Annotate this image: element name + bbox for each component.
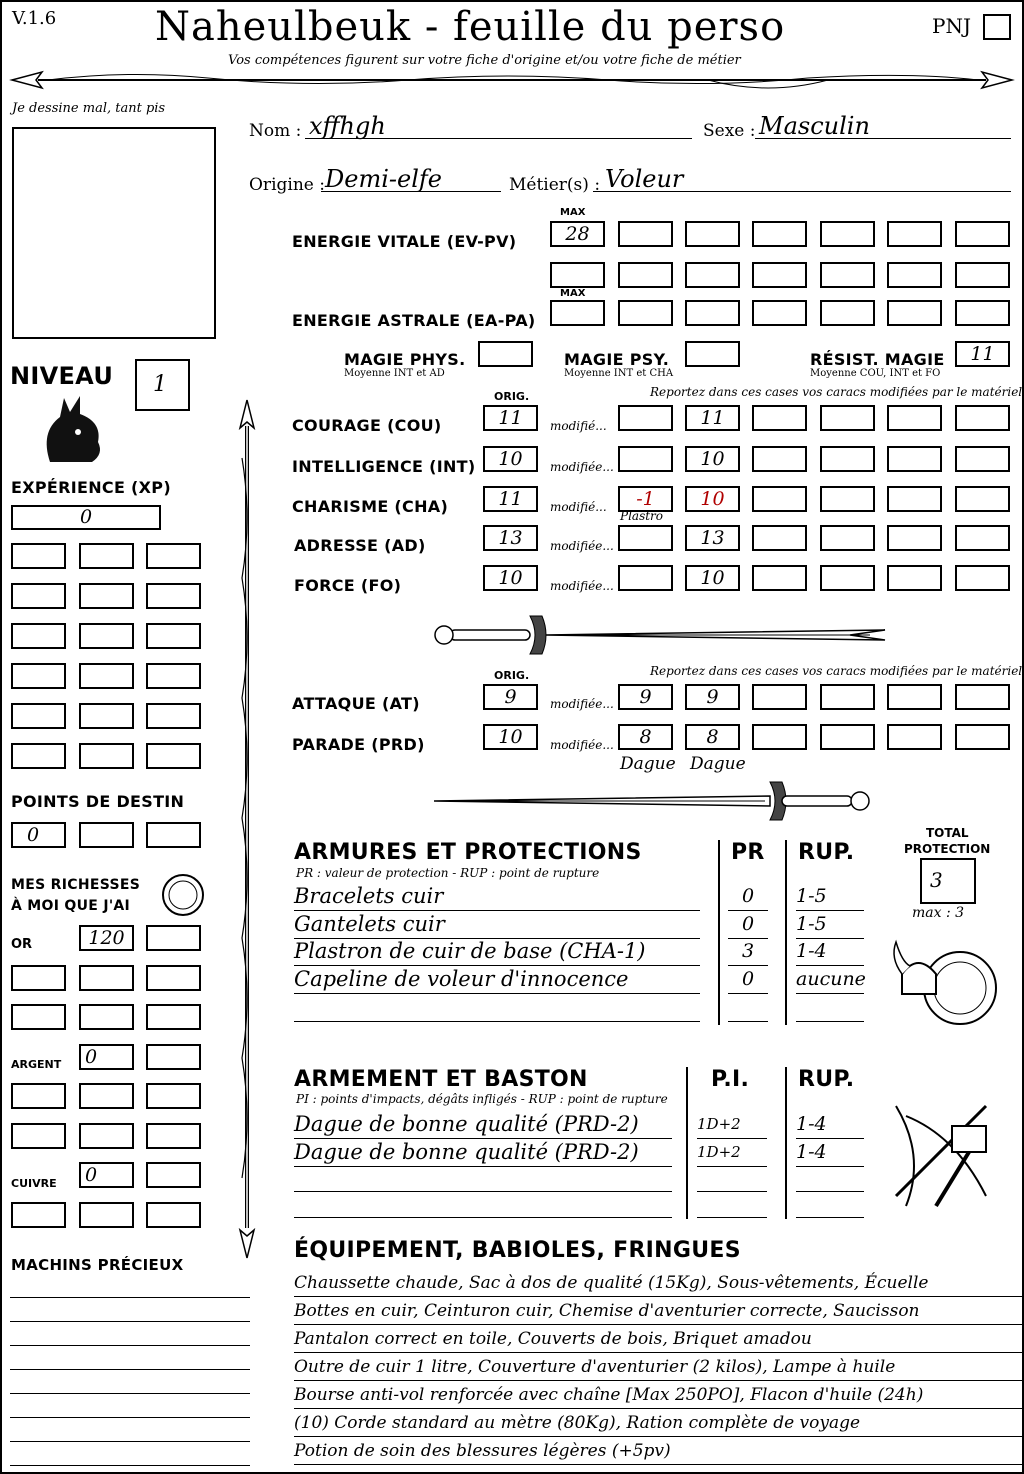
report-note: Reportez dans ces cases vos caracs modifiées par le matériel	[650, 664, 1023, 678]
destin-cell[interactable]	[146, 822, 201, 848]
destin-cell[interactable]: 0	[11, 822, 66, 848]
armement-divider	[686, 1067, 688, 1219]
armure-rup[interactable]: 1-5	[796, 883, 864, 911]
modif-label: modifiée...	[550, 697, 614, 711]
armures-title: ARMURES ET PROTECTIONS	[294, 840, 642, 865]
xp-cell[interactable]	[79, 543, 134, 569]
ev-cell[interactable]	[752, 262, 807, 288]
stat-cell[interactable]	[752, 525, 807, 551]
xp-cell[interactable]	[11, 743, 66, 769]
resist-magie-cell[interactable]: 11	[955, 341, 1010, 367]
ev-cell[interactable]	[550, 262, 605, 288]
arme-pi[interactable]	[697, 1190, 767, 1218]
nom-field[interactable]: xffhgh	[305, 112, 692, 139]
stat-cell[interactable]	[752, 405, 807, 431]
armures-divider	[718, 840, 720, 1025]
ev-cell[interactable]	[887, 221, 942, 247]
argent-cell[interactable]: 0	[79, 1044, 134, 1070]
adresse-mod[interactable]	[618, 525, 673, 551]
or-cell[interactable]	[79, 965, 134, 991]
or-cell[interactable]: 120	[79, 925, 134, 951]
stat-cell[interactable]	[820, 684, 875, 710]
ev-cell[interactable]	[685, 262, 740, 288]
max-protection-note: max : 3	[912, 905, 965, 921]
or-cell[interactable]	[146, 965, 201, 991]
equipement-line[interactable]: (10) Corde standard au mètre (80Kg), Ration complète de voyage	[294, 1412, 1022, 1437]
arme-pi[interactable]: 1D+2	[697, 1111, 767, 1139]
xp-field[interactable]: 0	[11, 505, 161, 530]
ea-cell[interactable]	[685, 300, 740, 326]
magie-phys-cell[interactable]	[478, 341, 533, 367]
sexe-field[interactable]: Masculin	[755, 112, 1011, 139]
total-protection-label: TOTAL	[926, 826, 969, 840]
stat-cell[interactable]	[820, 525, 875, 551]
intelligence-final[interactable]: 10	[685, 446, 740, 472]
cuivre-label: CUIVRE	[11, 1177, 57, 1190]
arme-rup[interactable]: 1-4	[796, 1139, 864, 1167]
subtitle: Vos compétences figurent sur votre fiche d'origine et/ou votre fiche de métier	[228, 53, 741, 68]
ev-cell[interactable]	[887, 262, 942, 288]
armure-pr[interactable]: 0	[728, 911, 768, 939]
machins-line[interactable]	[10, 1298, 250, 1322]
cuivre-cell[interactable]: 0	[79, 1162, 134, 1188]
armures-divider	[785, 840, 787, 1025]
attaque-label: ATTAQUE (AT)	[292, 694, 420, 713]
machins-label: MACHINS PRÉCIEUX	[11, 1256, 184, 1274]
stat-cell[interactable]	[955, 724, 1010, 750]
ev-cell[interactable]	[820, 262, 875, 288]
stat-cell[interactable]	[752, 486, 807, 512]
stat-cell[interactable]	[955, 446, 1010, 472]
xp-cell[interactable]	[79, 583, 134, 609]
xp-cell[interactable]	[146, 543, 201, 569]
stat-cell[interactable]	[887, 565, 942, 591]
metier-field[interactable]: Voleur	[593, 165, 1011, 192]
modif-label: modifiée...	[550, 579, 614, 593]
arme-rup[interactable]	[796, 1190, 864, 1218]
cuivre-cell[interactable]	[146, 1162, 201, 1188]
orig-label: ORIG.	[494, 669, 530, 682]
xp-cell[interactable]	[79, 703, 134, 729]
machins-line[interactable]	[10, 1274, 250, 1298]
ev-cell[interactable]	[955, 262, 1010, 288]
modif-label: modifiée...	[550, 738, 614, 752]
xp-cell[interactable]	[146, 623, 201, 649]
or-label: OR	[11, 937, 33, 952]
helmet-shield-icon	[888, 928, 1000, 1038]
metier-label: Métier(s) :	[509, 175, 601, 195]
equipement-line[interactable]: Chaussette chaude, Sac à dos de qualité (15Kg), Sous-vêtements, Écuelle	[294, 1272, 1022, 1297]
stat-cell[interactable]	[752, 446, 807, 472]
adresse-final[interactable]: 13	[685, 525, 740, 551]
arme-rup[interactable]: 1-4	[796, 1111, 864, 1139]
coin-icon	[160, 872, 206, 918]
stat-cell[interactable]	[955, 525, 1010, 551]
rup-header: RUP.	[798, 840, 855, 865]
equipement-line[interactable]: Potion de soin des blessures légères (+5pv)	[294, 1440, 1022, 1465]
stat-cell[interactable]	[955, 405, 1010, 431]
resist-magie-label: RÉSIST. MAGIE	[810, 350, 945, 369]
armure-pr[interactable]: 0	[728, 883, 768, 911]
armure-name[interactable]: Plastron de cuir de base (CHA-1)	[294, 938, 700, 966]
stat-cell[interactable]	[955, 486, 1010, 512]
portrait-box[interactable]	[12, 127, 216, 339]
stat-cell[interactable]	[887, 446, 942, 472]
ea-cell[interactable]	[752, 300, 807, 326]
xp-cell[interactable]	[79, 623, 134, 649]
combat-note: Dague	[620, 754, 676, 774]
xp-cell[interactable]	[11, 663, 66, 689]
armure-name[interactable]	[294, 994, 700, 1022]
ea-max-cell[interactable]	[550, 300, 605, 326]
ev-max-label: MAX	[560, 207, 586, 218]
magie-phys-label: MAGIE PHYS.	[344, 350, 466, 369]
arme-pi[interactable]: 1D+2	[697, 1139, 767, 1167]
sheet-title: Naheulbeuk - feuille du perso	[155, 4, 786, 50]
combat-note: Dague	[690, 754, 746, 774]
xp-cell[interactable]	[11, 583, 66, 609]
ev-cell[interactable]	[955, 221, 1010, 247]
ea-label: ENERGIE ASTRALE (EA-PA)	[292, 311, 536, 330]
charisme-final[interactable]: 10	[685, 486, 740, 512]
argent-cell[interactable]	[146, 1123, 201, 1149]
sword-icon	[430, 612, 890, 658]
pnj-label: PNJ	[932, 14, 971, 38]
attaque-orig[interactable]: 9	[483, 684, 538, 710]
force-label: FORCE (FO)	[294, 576, 402, 595]
parade-mod[interactable]: 8	[618, 724, 673, 750]
sword-icon	[430, 778, 875, 824]
resist-magie-note: Moyenne COU, INT et FO	[810, 368, 941, 379]
magie-psy-note: Moyenne INT et CHA	[564, 368, 674, 379]
xp-cell[interactable]	[146, 703, 201, 729]
attaque-final[interactable]: 9	[685, 684, 740, 710]
or-cell[interactable]	[11, 1004, 66, 1030]
machins-line[interactable]	[10, 1418, 250, 1442]
portrait-caption: Je dessine mal, tant pis	[12, 101, 166, 116]
intelligence-label: INTELLIGENCE (INT)	[292, 457, 476, 476]
or-cell[interactable]	[79, 1004, 134, 1030]
machins-line[interactable]	[10, 1322, 250, 1346]
stat-cell[interactable]	[887, 525, 942, 551]
equipement-line[interactable]: Pantalon correct en toile, Couverts de bois, Briquet amadou	[294, 1328, 1022, 1353]
force-orig[interactable]: 10	[483, 565, 538, 591]
arme-name[interactable]: Dague de bonne qualité (PRD-2)	[294, 1111, 672, 1139]
stat-cell[interactable]	[887, 405, 942, 431]
niveau-field[interactable]: 1	[135, 359, 190, 411]
stat-cell[interactable]	[820, 724, 875, 750]
charisme-mod-note: Plastro	[620, 509, 664, 523]
courage-label: COURAGE (COU)	[292, 416, 442, 435]
or-cell[interactable]	[11, 965, 66, 991]
xp-cell[interactable]	[79, 663, 134, 689]
intelligence-orig[interactable]: 10	[483, 446, 538, 472]
parade-final[interactable]: 8	[685, 724, 740, 750]
machins-line[interactable]	[10, 1442, 250, 1466]
stat-cell[interactable]	[820, 486, 875, 512]
equipement-line[interactable]: Bourse anti-vol renforcée avec chaîne [Max 250PO], Flacon d'huile (24h)	[294, 1384, 1022, 1409]
cuivre-cell[interactable]	[79, 1202, 134, 1228]
origine-label: Origine :	[249, 175, 325, 195]
xp-label: EXPÉRIENCE (XP)	[11, 478, 171, 497]
xp-cell[interactable]	[146, 583, 201, 609]
armures-note: PR : valeur de protection - RUP : point de rupture	[296, 866, 600, 880]
ev-label: ENERGIE VITALE (EV-PV)	[292, 232, 517, 251]
arme-name[interactable]: Dague de bonne qualité (PRD-2)	[294, 1139, 672, 1167]
xp-cell[interactable]	[11, 623, 66, 649]
arme-name[interactable]	[294, 1190, 672, 1218]
stat-cell[interactable]	[820, 446, 875, 472]
magie-phys-note: Moyenne INT et AD	[344, 368, 445, 379]
origine-field[interactable]: Demi-elfe	[321, 165, 501, 192]
equipement-title: ÉQUIPEMENT, BABIOLES, FRINGUES	[294, 1238, 741, 1263]
ev-cell[interactable]	[752, 221, 807, 247]
adresse-label: ADRESSE (AD)	[294, 536, 426, 555]
stat-cell[interactable]	[752, 724, 807, 750]
argent-cell[interactable]	[79, 1083, 134, 1109]
attaque-mod[interactable]: 9	[618, 684, 673, 710]
spear-icon	[232, 398, 262, 1260]
armure-name[interactable]: Capeline de voleur d'innocence	[294, 966, 700, 994]
xp-cell[interactable]	[146, 663, 201, 689]
stat-cell[interactable]	[820, 565, 875, 591]
charisme-mod[interactable]: -1	[618, 486, 673, 512]
stat-cell[interactable]	[752, 565, 807, 591]
ea-cell[interactable]	[618, 300, 673, 326]
niveau-label: NIVEAU	[10, 362, 114, 390]
nom-label: Nom :	[249, 121, 302, 141]
destin-cell[interactable]	[79, 822, 134, 848]
ea-cell[interactable]	[887, 300, 942, 326]
equipement-line[interactable]: Outre de cuir 1 litre, Couverture d'aventurier (2 kilos), Lampe à huile	[294, 1356, 1022, 1381]
ev-cell[interactable]	[618, 262, 673, 288]
armure-rup[interactable]: 1-5	[796, 911, 864, 939]
argent-cell[interactable]	[79, 1123, 134, 1149]
courage-mod[interactable]	[618, 405, 673, 431]
machins-line[interactable]	[10, 1370, 250, 1394]
ea-max-label: MAX	[560, 288, 586, 299]
stat-cell[interactable]	[887, 724, 942, 750]
stat-cell[interactable]	[887, 486, 942, 512]
armure-rup[interactable]: aucune	[796, 966, 864, 994]
version-label: V.1.6	[12, 8, 57, 29]
arme-pi[interactable]	[697, 1164, 767, 1192]
ev-cell[interactable]	[820, 221, 875, 247]
cuivre-cell[interactable]	[11, 1202, 66, 1228]
dragon-icon	[40, 392, 106, 464]
orig-label: ORIG.	[494, 390, 530, 403]
stat-cell[interactable]	[887, 684, 942, 710]
ev-cell[interactable]	[685, 221, 740, 247]
modif-label: modifié...	[550, 419, 607, 433]
armure-name[interactable]: Gantelets cuir	[294, 911, 700, 939]
spear-divider-icon	[8, 66, 1016, 102]
force-final[interactable]: 10	[685, 565, 740, 591]
total-protection-label: PROTECTION	[904, 842, 991, 856]
intelligence-mod[interactable]	[618, 446, 673, 472]
argent-cell[interactable]	[11, 1123, 66, 1149]
armure-name[interactable]: Bracelets cuir	[294, 883, 700, 911]
equipement-line[interactable]: Bottes en cuir, Ceinturon cuir, Chemise d'aventurier correcte, Saucisson	[294, 1300, 1022, 1325]
pnj-checkbox[interactable]	[983, 14, 1011, 40]
argent-cell[interactable]	[146, 1044, 201, 1070]
armure-rup[interactable]: 1-4	[796, 938, 864, 966]
charisme-orig[interactable]: 11	[483, 486, 538, 512]
machins-line[interactable]	[10, 1346, 250, 1370]
weapons-icon	[886, 1096, 1006, 1214]
adresse-orig[interactable]: 13	[483, 525, 538, 551]
xp-cell[interactable]	[79, 743, 134, 769]
parade-label: PARADE (PRD)	[292, 735, 425, 754]
xp-cell[interactable]	[146, 743, 201, 769]
rup-header: RUP.	[798, 1067, 855, 1092]
sexe-label: Sexe :	[703, 121, 756, 141]
destin-label: POINTS DE DESTIN	[11, 792, 185, 811]
richesses-label: À MOI QUE J'AI	[11, 898, 131, 914]
xp-cell[interactable]	[11, 703, 66, 729]
stat-cell[interactable]	[955, 565, 1010, 591]
stat-cell[interactable]	[955, 684, 1010, 710]
pr-header: PR	[731, 840, 765, 865]
modif-label: modifiée...	[550, 539, 614, 553]
argent-cell[interactable]	[11, 1083, 66, 1109]
ev-cell[interactable]	[618, 221, 673, 247]
stat-cell[interactable]	[752, 684, 807, 710]
ev-max-cell[interactable]: 28	[550, 221, 605, 247]
magie-psy-cell[interactable]	[685, 341, 740, 367]
courage-orig[interactable]: 11	[483, 405, 538, 431]
modif-label: modifié...	[550, 500, 607, 514]
armement-title: ARMEMENT ET BASTON	[294, 1067, 588, 1092]
argent-cell[interactable]	[146, 1083, 201, 1109]
xp-cell[interactable]	[11, 543, 66, 569]
stat-cell[interactable]	[820, 405, 875, 431]
armure-pr[interactable]: 3	[728, 938, 768, 966]
parade-orig[interactable]: 10	[483, 724, 538, 750]
force-mod[interactable]	[618, 565, 673, 591]
pi-header: P.I.	[711, 1067, 750, 1092]
or-cell[interactable]	[146, 925, 201, 951]
armure-pr[interactable]	[728, 994, 768, 1022]
arme-name[interactable]	[294, 1164, 672, 1192]
or-cell[interactable]	[146, 1004, 201, 1030]
ea-cell[interactable]	[820, 300, 875, 326]
ea-cell[interactable]	[955, 300, 1010, 326]
total-protection-field[interactable]: 3	[920, 858, 976, 904]
armement-divider	[785, 1067, 787, 1219]
richesses-label: MES RICHESSES	[11, 877, 141, 893]
machins-line[interactable]	[10, 1394, 250, 1418]
arme-rup[interactable]	[796, 1164, 864, 1192]
argent-label: ARGENT	[11, 1058, 62, 1071]
magie-psy-label: MAGIE PSY.	[564, 350, 670, 369]
armure-pr[interactable]: 0	[728, 966, 768, 994]
modif-label: modifiée...	[550, 460, 614, 474]
charisme-label: CHARISME (CHA)	[292, 497, 449, 516]
cuivre-cell[interactable]	[146, 1202, 201, 1228]
courage-final[interactable]: 11	[685, 405, 740, 431]
armement-note: PI : points d'impacts, dégâts infligés - RUP : point de rupture	[296, 1092, 668, 1106]
armure-rup[interactable]	[796, 994, 864, 1022]
report-note: Reportez dans ces cases vos caracs modifiées par le matériel	[650, 385, 1023, 399]
